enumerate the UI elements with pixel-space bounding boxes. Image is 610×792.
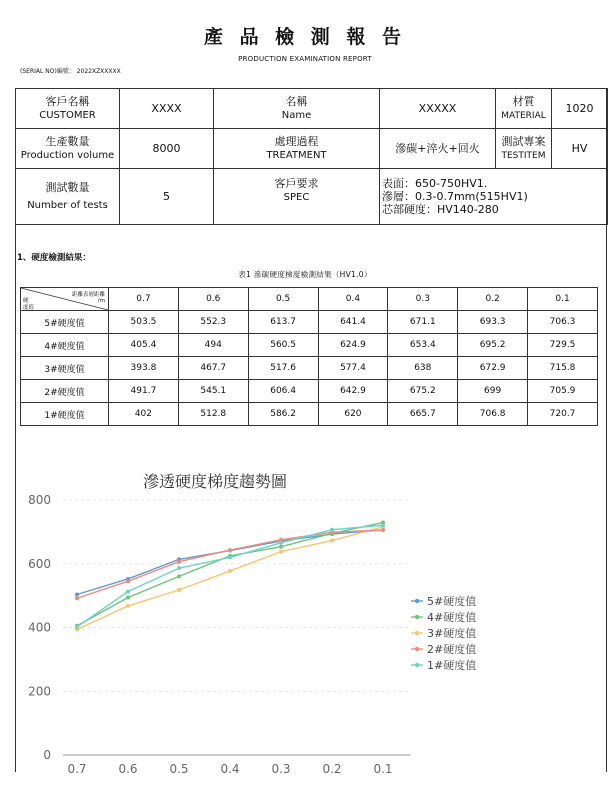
table-cell: 467.7 bbox=[178, 357, 248, 380]
tests-value: 5 bbox=[120, 169, 214, 225]
column-header: 0.3 bbox=[388, 288, 458, 311]
tests-label: 測試數量 bbox=[45, 180, 90, 194]
corner-hardness-label-2: 度值 bbox=[23, 305, 35, 311]
x-tick-label: 0.4 bbox=[220, 762, 240, 776]
data-point bbox=[126, 590, 130, 594]
data-point bbox=[75, 596, 79, 600]
table-row bbox=[21, 380, 598, 403]
legend-label: 1#硬度值 bbox=[427, 659, 477, 672]
table-cell: 695.2 bbox=[458, 334, 528, 357]
chart-title: 滲透硬度梯度趨勢圖 bbox=[142, 472, 288, 491]
hardness-table bbox=[20, 287, 598, 426]
table-cell: 545.1 bbox=[178, 380, 248, 403]
spec-label-cell bbox=[214, 169, 380, 225]
treatment-label-en: TREATMENT bbox=[266, 149, 327, 161]
table-cell: 715.8 bbox=[528, 357, 598, 380]
table-cell: 720.7 bbox=[528, 403, 598, 426]
tests-label-cell bbox=[16, 169, 120, 225]
table-cell: 706.8 bbox=[458, 403, 528, 426]
data-point bbox=[279, 541, 283, 545]
table-cell: 512.8 bbox=[178, 403, 248, 426]
serial-number: (SERIAL NO)編號： 2022XZXXXXX bbox=[20, 68, 121, 75]
column-header: 0.2 bbox=[458, 288, 528, 311]
series-line bbox=[77, 522, 383, 625]
table-cell: 675.2 bbox=[388, 380, 458, 403]
legend-marker bbox=[415, 599, 419, 603]
x-tick-label: 0.7 bbox=[67, 762, 87, 776]
spec-label: 客戶要求 bbox=[274, 177, 319, 190]
table-cell: 552.3 bbox=[178, 311, 248, 334]
table-cell: 693.3 bbox=[458, 311, 528, 334]
table-cell: 393.8 bbox=[109, 357, 179, 380]
corner-unit-label: /m bbox=[97, 298, 105, 304]
name-value: XXXXX bbox=[380, 89, 496, 129]
data-point bbox=[381, 523, 385, 527]
corner-header bbox=[21, 288, 109, 311]
legend-label: 2#硬度值 bbox=[427, 643, 477, 656]
volume-value: 8000 bbox=[120, 129, 214, 169]
row-label: 4#硬度值 bbox=[21, 334, 109, 357]
column-header: 0.7 bbox=[109, 288, 179, 311]
table-cell: 517.6 bbox=[248, 357, 318, 380]
series-line bbox=[77, 530, 383, 598]
table-cell: 491.7 bbox=[109, 380, 179, 403]
table-cell: 586.2 bbox=[248, 403, 318, 426]
series-line bbox=[77, 527, 383, 630]
data-point bbox=[177, 588, 181, 592]
table-cell: 613.7 bbox=[248, 311, 318, 334]
table-cell: 624.9 bbox=[318, 334, 388, 357]
spec-line-surface: 表面：650-750HV1. bbox=[382, 177, 488, 190]
material-label: 材質 bbox=[512, 94, 535, 108]
legend-marker bbox=[415, 631, 419, 635]
table-cell: 402 bbox=[109, 403, 179, 426]
table-cell: 705.9 bbox=[528, 380, 598, 403]
volume-label-en: Production volume bbox=[20, 149, 115, 161]
table-cell: 699 bbox=[458, 380, 528, 403]
hardness-trend-chart bbox=[15, 455, 477, 776]
tests-label-en: Number of tests bbox=[27, 199, 108, 211]
x-tick-label: 0.3 bbox=[271, 762, 291, 776]
report-title: 產 品 檢 測 報 告 bbox=[203, 26, 407, 48]
table-row bbox=[21, 403, 598, 426]
y-tick-label: 600 bbox=[28, 556, 51, 571]
customer-value: XXXX bbox=[120, 89, 214, 129]
table-cell: 620 bbox=[318, 403, 388, 426]
table-cell: 653.4 bbox=[388, 334, 458, 357]
data-point bbox=[228, 548, 232, 552]
data-point bbox=[381, 528, 385, 532]
report-subtitle: PRODUCTION EXAMINATION REPORT bbox=[238, 55, 372, 63]
spec-label-en: SPEC bbox=[283, 192, 310, 203]
table-cell: 577.4 bbox=[318, 357, 388, 380]
volume-label-cell bbox=[16, 129, 120, 169]
x-tick-label: 0.1 bbox=[373, 762, 393, 776]
data-point bbox=[228, 555, 232, 559]
table-cell: 405.4 bbox=[109, 334, 179, 357]
data-point bbox=[75, 593, 79, 597]
spec-value bbox=[380, 169, 608, 225]
legend-label: 3#硬度值 bbox=[427, 627, 477, 640]
data-point bbox=[177, 566, 181, 570]
testitem-value: HV bbox=[552, 129, 608, 169]
legend-marker bbox=[415, 647, 419, 651]
testitem-label-cell bbox=[496, 129, 552, 169]
table-caption: 表1 滲碳硬度梯度檢測結果（HV1.0） bbox=[238, 270, 372, 279]
treatment-label: 處理過程 bbox=[274, 134, 319, 148]
name-label-cell bbox=[214, 89, 380, 129]
name-label-en: Name bbox=[281, 109, 312, 121]
row-label: 3#硬度值 bbox=[21, 357, 109, 380]
table-cell: 671.1 bbox=[388, 311, 458, 334]
spec-line-core: 芯部硬度：HV140-280 bbox=[382, 203, 499, 216]
y-tick-label: 0 bbox=[43, 748, 51, 762]
hardness-table-body bbox=[21, 311, 598, 426]
treatment-label-cell bbox=[214, 129, 380, 169]
table-cell: 706.3 bbox=[528, 311, 598, 334]
legend-marker bbox=[415, 663, 419, 667]
column-header: 0.5 bbox=[248, 288, 318, 311]
table-cell: 560.5 bbox=[248, 334, 318, 357]
data-point bbox=[177, 574, 181, 578]
data-point bbox=[279, 545, 283, 549]
table-cell: 494 bbox=[178, 334, 248, 357]
table-cell: 606.4 bbox=[248, 380, 318, 403]
customer-label-cell bbox=[16, 89, 120, 129]
data-point bbox=[126, 596, 130, 600]
volume-label: 生產數量 bbox=[45, 134, 90, 148]
y-tick-label: 800 bbox=[28, 493, 51, 507]
data-point bbox=[126, 579, 130, 583]
table-cell: 638 bbox=[388, 357, 458, 380]
testitem-label: 測試專案 bbox=[501, 134, 546, 148]
series-line bbox=[77, 525, 383, 627]
section-title: 1、硬度檢測結果： bbox=[17, 253, 91, 263]
spec-line-case-depth: 滲層：0.3-0.7mm(515HV1) bbox=[382, 190, 528, 203]
x-tick-label: 0.6 bbox=[118, 762, 138, 776]
table-cell: 503.5 bbox=[109, 311, 179, 334]
row-label: 2#硬度值 bbox=[21, 380, 109, 403]
treatment-value: 滲碳+淬火+回火 bbox=[380, 129, 496, 169]
table-cell: 672.9 bbox=[458, 357, 528, 380]
row-label: 1#硬度值 bbox=[21, 403, 109, 426]
legend-label: 5#硬度值 bbox=[427, 595, 477, 608]
data-point bbox=[279, 550, 283, 554]
column-header: 0.1 bbox=[528, 288, 598, 311]
corner-distance-label: 距離表層距離 bbox=[71, 292, 105, 298]
y-tick-label: 400 bbox=[28, 620, 51, 635]
table-cell: 665.7 bbox=[388, 403, 458, 426]
customer-label: 客戶名稱 bbox=[45, 94, 90, 108]
column-header: 0.4 bbox=[318, 288, 388, 311]
legend-marker bbox=[415, 615, 419, 619]
table-cell: 641.4 bbox=[318, 311, 388, 334]
row-label: 5#硬度值 bbox=[21, 311, 109, 334]
info-table bbox=[15, 88, 608, 225]
x-tick-label: 0.5 bbox=[169, 762, 189, 776]
customer-label-en: CUSTOMER bbox=[39, 109, 96, 121]
material-value: 1020 bbox=[552, 89, 608, 129]
name-label: 名稱 bbox=[285, 94, 308, 108]
table-row bbox=[21, 357, 598, 380]
table-row bbox=[21, 334, 598, 357]
table-cell: 642.9 bbox=[318, 380, 388, 403]
material-label-cell bbox=[496, 89, 552, 129]
y-tick-label: 200 bbox=[28, 684, 51, 699]
table-row bbox=[21, 311, 598, 334]
data-point bbox=[126, 604, 130, 608]
table-cell: 729.5 bbox=[528, 334, 598, 357]
x-tick-label: 0.2 bbox=[322, 762, 342, 776]
data-point bbox=[228, 569, 232, 573]
data-point bbox=[330, 539, 334, 543]
data-point bbox=[75, 625, 79, 629]
material-label-en: MATERIAL bbox=[501, 110, 546, 121]
data-point bbox=[177, 560, 181, 564]
column-header: 0.6 bbox=[178, 288, 248, 311]
legend-label: 4#硬度值 bbox=[427, 611, 477, 624]
testitem-label-en: TESTITEM bbox=[501, 150, 546, 161]
data-point bbox=[330, 528, 334, 532]
corner-hardness-label-1: 硬 bbox=[23, 298, 29, 304]
